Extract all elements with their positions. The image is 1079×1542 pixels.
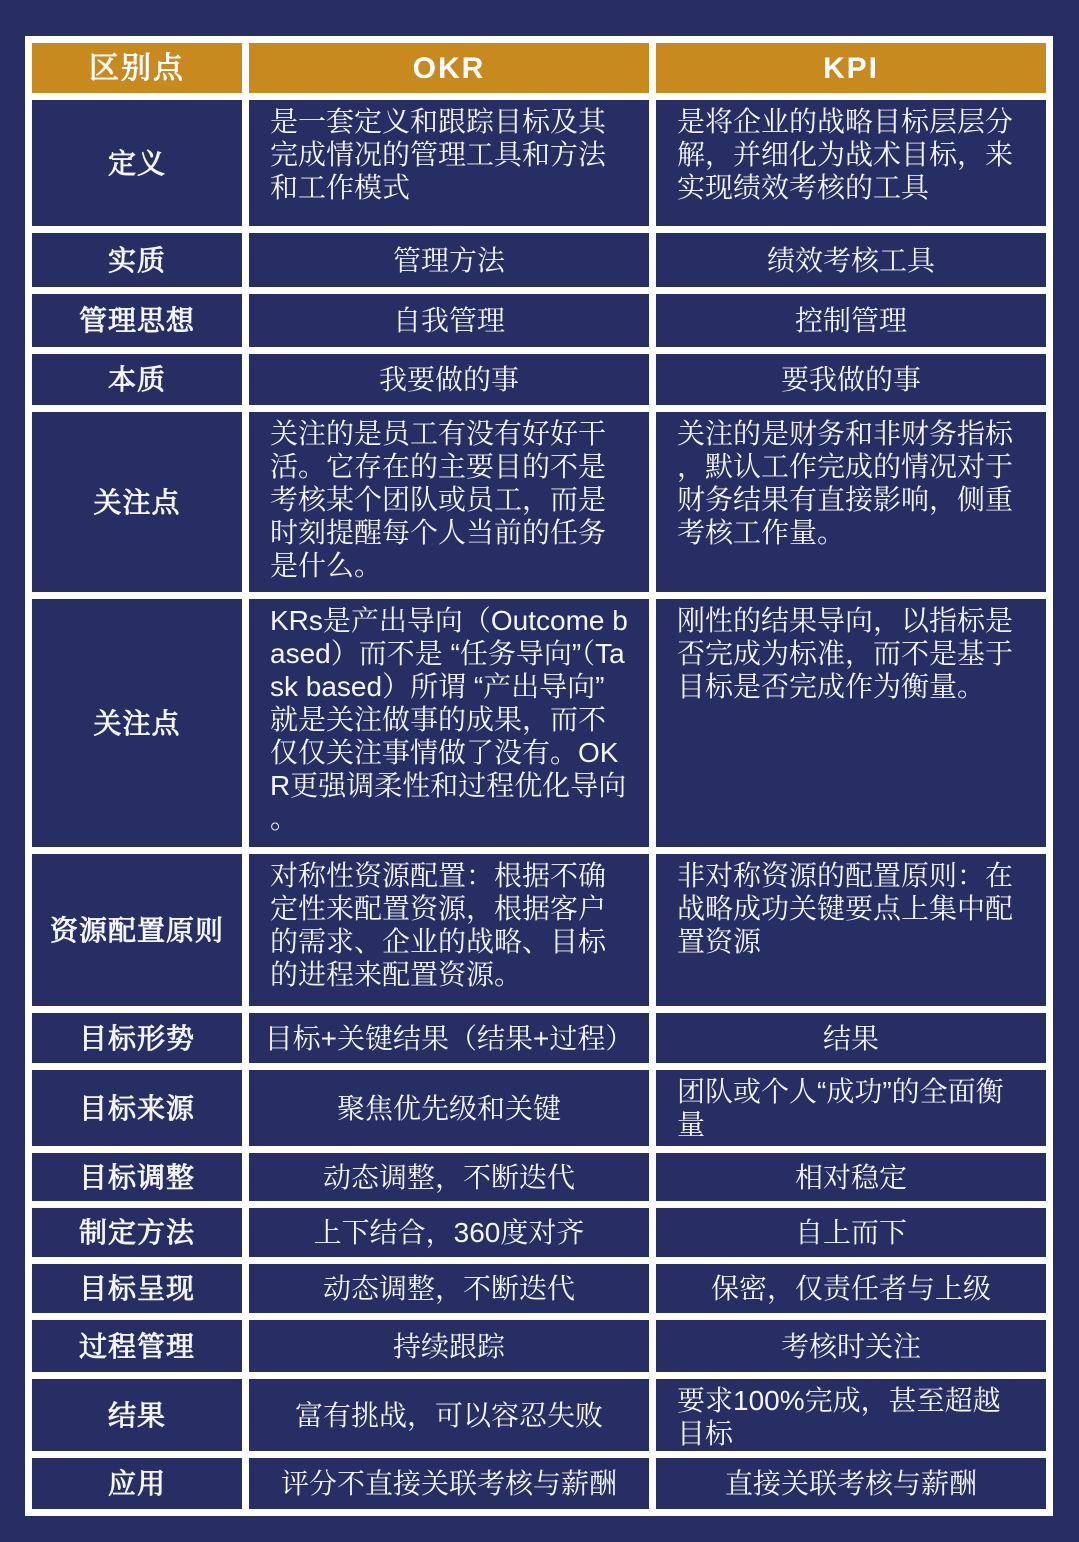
row-label-result: 结果	[32, 1379, 242, 1451]
okr-cell-nature: 我要做的事	[249, 354, 649, 405]
okr-cell-process-management: 持续跟踪	[249, 1320, 649, 1372]
row-label-management-philosophy: 管理思想	[32, 294, 242, 347]
okr-cell-focus-1: 关注的是员工有没有好好干活。它存在的主要目的不是考核某个团队或员工，而是时刻提醒每个人当前的任务是什么。	[249, 412, 649, 592]
row-label-formulation-method: 制定方法	[32, 1208, 242, 1257]
okr-cell-management-philosophy: 自我管理	[249, 294, 649, 347]
kpi-cell-essence: 绩效考核工具	[656, 233, 1046, 287]
row-label-goal-adjustment: 目标调整	[32, 1153, 242, 1201]
row-label-goal-presentation: 目标呈现	[32, 1264, 242, 1313]
kpi-cell-definition: 是将企业的战略目标层层分解，并细化为战术目标，来实现绩效考核的工具	[656, 100, 1046, 226]
row-label-process-management: 过程管理	[32, 1320, 242, 1372]
header-cell-kpi: KPI	[656, 43, 1046, 93]
kpi-cell-focus-2: 刚性的结果导向，以指标是否完成为标准，而不是基于目标是否完成作为衡量。	[656, 599, 1046, 847]
okr-cell-resource-allocation: 对称性资源配置：根据不确定性来配置资源，根据客户的需求、企业的战略、目标的进程来配置资源。	[249, 854, 649, 1006]
kpi-cell-goal-source: 团队或个人“成功”的全面衡量	[656, 1070, 1046, 1146]
kpi-cell-resource-allocation: 非对称资源的配置原则：在战略成功关键要点上集中配置资源	[656, 854, 1046, 1006]
kpi-cell-result: 要求100%完成，甚至超越目标	[656, 1379, 1046, 1451]
okr-cell-goal-adjustment: 动态调整，不断迭代	[249, 1153, 649, 1201]
okr-cell-goal-source: 聚焦优先级和关键	[249, 1070, 649, 1146]
row-label-resource-allocation: 资源配置原则	[32, 854, 242, 1006]
okr-cell-application: 评分不直接关联考核与薪酬	[249, 1458, 649, 1509]
row-label-application: 应用	[32, 1458, 242, 1509]
okr-kpi-comparison-table	[25, 36, 1053, 1516]
kpi-cell-focus-1: 关注的是财务和非财务指标，默认工作完成的情况对于财务结果有直接影响，侧重考核工作量。	[656, 412, 1046, 592]
kpi-cell-application: 直接关联考核与薪酬	[656, 1458, 1046, 1509]
header-cell-difference: 区别点	[32, 43, 242, 93]
row-label-essence: 实质	[32, 233, 242, 287]
kpi-cell-goal-presentation: 保密，仅责任者与上级	[656, 1264, 1046, 1313]
okr-cell-goal-form: 目标+关键结果（结果+过程）	[249, 1013, 649, 1063]
kpi-cell-management-philosophy: 控制管理	[656, 294, 1046, 347]
kpi-cell-goal-form: 结果	[656, 1013, 1046, 1063]
okr-cell-definition: 是一套定义和跟踪目标及其完成情况的管理工具和方法和工作模式	[249, 100, 649, 226]
row-label-goal-form: 目标形势	[32, 1013, 242, 1063]
header-cell-okr: OKR	[249, 43, 649, 93]
row-label-focus-2: 关注点	[32, 599, 242, 847]
okr-cell-result: 富有挑战，可以容忍失败	[249, 1379, 649, 1451]
okr-cell-essence: 管理方法	[249, 233, 649, 287]
okr-cell-focus-2: KRs是产出导向（Outcome based）而不是 “任务导向”（Task based）所谓 “产出导向” 就是关注做事的成果，而不仅仅关注事情做了没有。OKR更强调柔性和过程优化导向。	[249, 599, 649, 847]
okr-cell-formulation-method: 上下结合，360度对齐	[249, 1208, 649, 1257]
row-label-goal-source: 目标来源	[32, 1070, 242, 1146]
kpi-cell-formulation-method: 自上而下	[656, 1208, 1046, 1257]
kpi-cell-goal-adjustment: 相对稳定	[656, 1153, 1046, 1201]
kpi-cell-nature: 要我做的事	[656, 354, 1046, 405]
okr-cell-goal-presentation: 动态调整，不断迭代	[249, 1264, 649, 1313]
row-label-nature: 本质	[32, 354, 242, 405]
row-label-definition: 定义	[32, 100, 242, 226]
row-label-focus-1: 关注点	[32, 412, 242, 592]
kpi-cell-process-management: 考核时关注	[656, 1320, 1046, 1372]
